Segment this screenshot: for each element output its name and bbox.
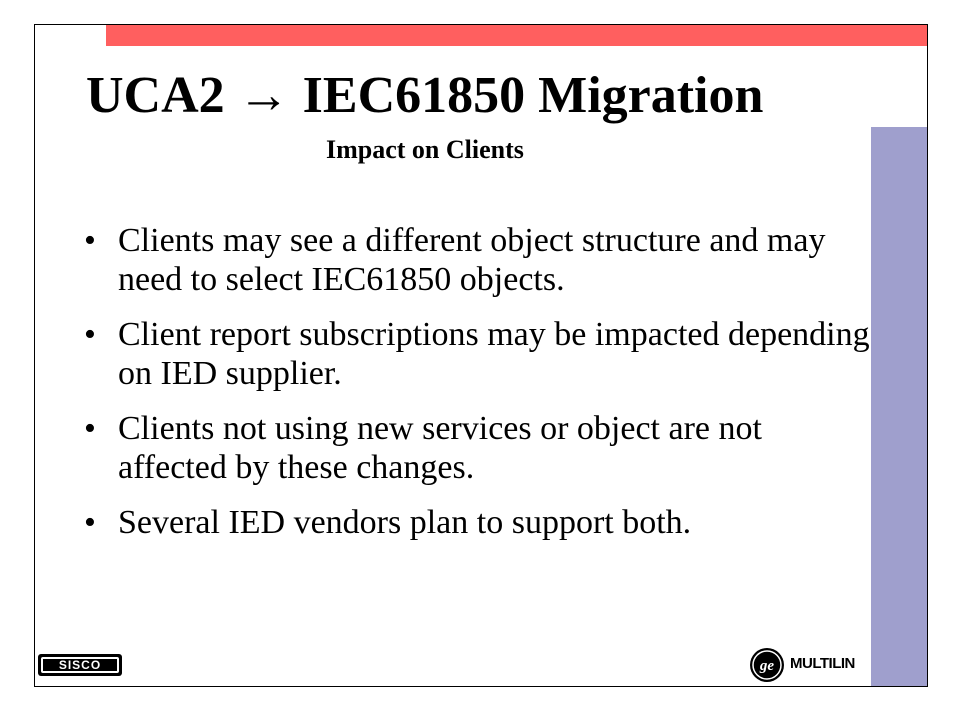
bullet-text: Clients may see a different object structure and may need to select IEC61850 objects. (118, 222, 826, 298)
bullet-item (84, 409, 874, 487)
slide-title: UCA2 → IEC61850 Migration (86, 67, 764, 124)
slide-subtitle: Impact on Clients (326, 135, 524, 164)
sisco-logo-text: SISCO (58, 658, 102, 672)
bullet-text: Clients not using new services or object are not affected by these changes. (118, 410, 762, 486)
bullet-dot-icon: • (84, 504, 96, 541)
sisco-logo-frame (41, 657, 119, 673)
bullet-item (84, 221, 874, 299)
sisco-logo (38, 654, 122, 676)
side-accent-bar (871, 127, 927, 686)
bullet-item (84, 315, 874, 393)
bullet-dot-icon: • (84, 222, 96, 259)
bullet-text: Several IED vendors plan to support both. (118, 504, 692, 541)
ge-logo-icon (749, 647, 785, 683)
top-accent-bar (106, 25, 927, 46)
ge-logo-mark: ge (759, 658, 775, 674)
bullet-dot-icon: • (84, 410, 96, 447)
bullet-list (84, 221, 874, 558)
bullet-text: Client report subscriptions may be impacted depending on IED supplier. (118, 316, 870, 392)
bullet-dot-icon: • (84, 316, 96, 353)
bullet-item (84, 503, 874, 542)
multilin-logo-text: MULTILIN (790, 655, 855, 672)
